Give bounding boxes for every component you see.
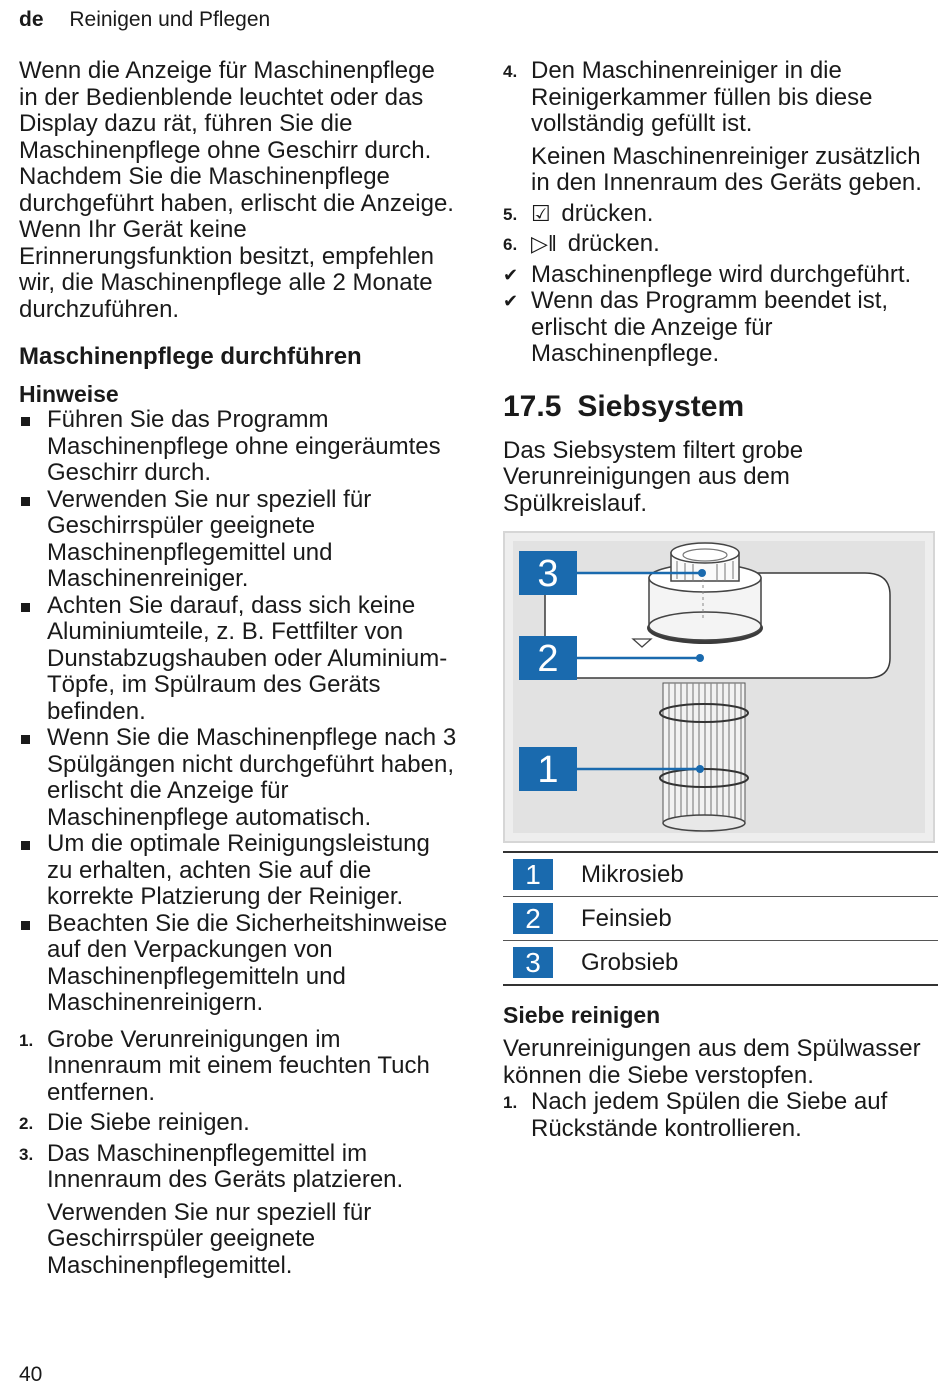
micro-filter	[660, 683, 748, 831]
result-item	[503, 288, 938, 368]
page-header	[19, 8, 270, 32]
callout-label: 1	[537, 749, 559, 791]
step-item	[503, 201, 938, 228]
subsection-heading: Siebe reinigen	[503, 1002, 661, 1028]
figure-legend	[503, 851, 938, 986]
legend-label: Mikrosieb	[581, 860, 684, 888]
legend-row	[503, 941, 938, 986]
legend-row	[503, 897, 938, 941]
result-text: Maschinenpflege wird durchgeführt.	[531, 260, 912, 288]
steps-list-buttons	[503, 201, 938, 258]
step-text: drücken.	[567, 230, 660, 257]
note-item: Um die optimale Reinigungsleistung zu erhalten, achten Sie auf die korrekte Platzierung der Reiniger.	[19, 831, 459, 911]
steps-list	[19, 1027, 459, 1194]
step-item	[503, 231, 938, 258]
notes-list	[19, 407, 459, 1017]
note-item: Wenn Sie die Maschinenpflege nach 3 Spülgängen nicht durchgeführt haben, erlischt die Anzeige für Maschinenpflege automatisch.	[19, 725, 459, 831]
step-number: 3.	[19, 1144, 34, 1164]
step-note: Keinen Maschinenreiniger zusätzlich in den Innenraum des Geräts geben.	[531, 142, 922, 196]
notes-title: Hinweise	[19, 381, 119, 407]
step-number: 1.	[19, 1030, 34, 1050]
section-number: 17.5	[503, 389, 562, 423]
step-item	[19, 1027, 459, 1107]
step-number: 1.	[503, 1093, 518, 1112]
step-number: 4.	[503, 62, 518, 81]
step-item	[503, 58, 938, 138]
legend-number: 2	[513, 903, 553, 934]
start-pause-button-icon: ▷‖	[531, 231, 558, 256]
steps-list-continued	[503, 58, 938, 138]
subsection-intro: Verunreinigungen aus dem Spülwasser können die Siebe verstopfen.	[503, 1035, 921, 1089]
step-number: 6.	[503, 235, 518, 254]
page-number: 40	[19, 1363, 43, 1386]
step-item	[503, 1089, 938, 1142]
subsection-steps	[503, 1089, 938, 1142]
section-heading: Maschinenpflege durchführen	[19, 343, 362, 370]
filter-system-figure	[503, 531, 935, 843]
step-text: Nach jedem Spülen die Siebe auf Rückstände kontrollieren.	[531, 1088, 888, 1142]
right-column	[503, 58, 938, 1142]
legend-row	[503, 853, 938, 897]
machine-care-button-icon: ☑	[531, 200, 551, 226]
callout-label: 3	[537, 553, 559, 595]
intro-paragraph: Wenn die Anzeige für Maschinenpflege in der Bedienblende leuchtet oder das Display dazu rät, führen Sie die Maschinenpflege ohne Geschirr durch. Nachdem Sie die Maschinenpflege durchgeführt haben, erlischt die Anzeige. Wenn Ihr Gerät keine Erinnerungsfunktion besitzt, empfehlen wir, die Maschinenpflege alle 2 Monate durchzuführen.	[19, 57, 454, 323]
note-item: Achten Sie darauf, dass sich keine Aluminiumteile, z. B. Fettfilter von Dunstabzugshauben oder Aluminium-Töpfe, im Spülraum des Geräts befinden.	[19, 593, 459, 726]
note-item: Beachten Sie die Sicherheitshinweise auf den Verpackungen von Maschinenpflegemitteln und Maschinenreinigern.	[19, 911, 459, 1017]
step-note: Verwenden Sie nur speziell für Geschirrspüler geeignete Maschinenpflegemittel.	[47, 1198, 372, 1279]
results-list	[503, 262, 938, 368]
note-item: Verwenden Sie nur speziell für Geschirrspüler geeignete Maschinenpflegemittel und Maschinenreiniger.	[19, 487, 459, 593]
step-item	[19, 1110, 459, 1137]
step-text: Die Siebe reinigen.	[47, 1109, 250, 1136]
step-text: drücken.	[561, 199, 654, 227]
result-text: Wenn das Programm beendet ist, erlischt die Anzeige für Maschinenpflege.	[531, 287, 889, 367]
step-item	[19, 1141, 459, 1194]
note-item: Führen Sie das Programm Maschinenpflege ohne eingeräumtes Geschirr durch.	[19, 407, 459, 487]
legend-number: 1	[513, 859, 553, 890]
section-intro: Das Siebsystem filtert grobe Verunreinigungen aus dem Spülkreislauf.	[503, 436, 804, 517]
step-number: 5.	[503, 204, 518, 224]
section-name: Reinigen und Pflegen	[69, 8, 271, 31]
section-title-text: Siebsystem	[577, 389, 745, 423]
checkmark-icon: ✔	[503, 264, 519, 285]
callout-label: 2	[537, 638, 559, 680]
step-text: Grobe Verunreinigungen im Innenraum mit einem feuchten Tuch entfernen.	[47, 1025, 430, 1106]
legend-label: Grobsieb	[581, 948, 679, 976]
step-number: 2.	[19, 1114, 34, 1133]
section-title	[503, 390, 938, 424]
legend-label: Feinsieb	[581, 904, 672, 932]
step-text: Den Maschinenreiniger in die Reinigerkammer füllen bis diese vollständig gefüllt ist.	[531, 57, 873, 137]
step-text: Das Maschinenpflegemittel im Innenraum des Geräts platzieren.	[47, 1139, 404, 1193]
language-code: de	[19, 8, 44, 31]
checkmark-icon: ✔	[503, 291, 519, 311]
filter-illustration	[505, 533, 933, 841]
legend-number: 3	[513, 947, 553, 978]
result-item	[503, 262, 938, 289]
left-column	[19, 58, 459, 1279]
